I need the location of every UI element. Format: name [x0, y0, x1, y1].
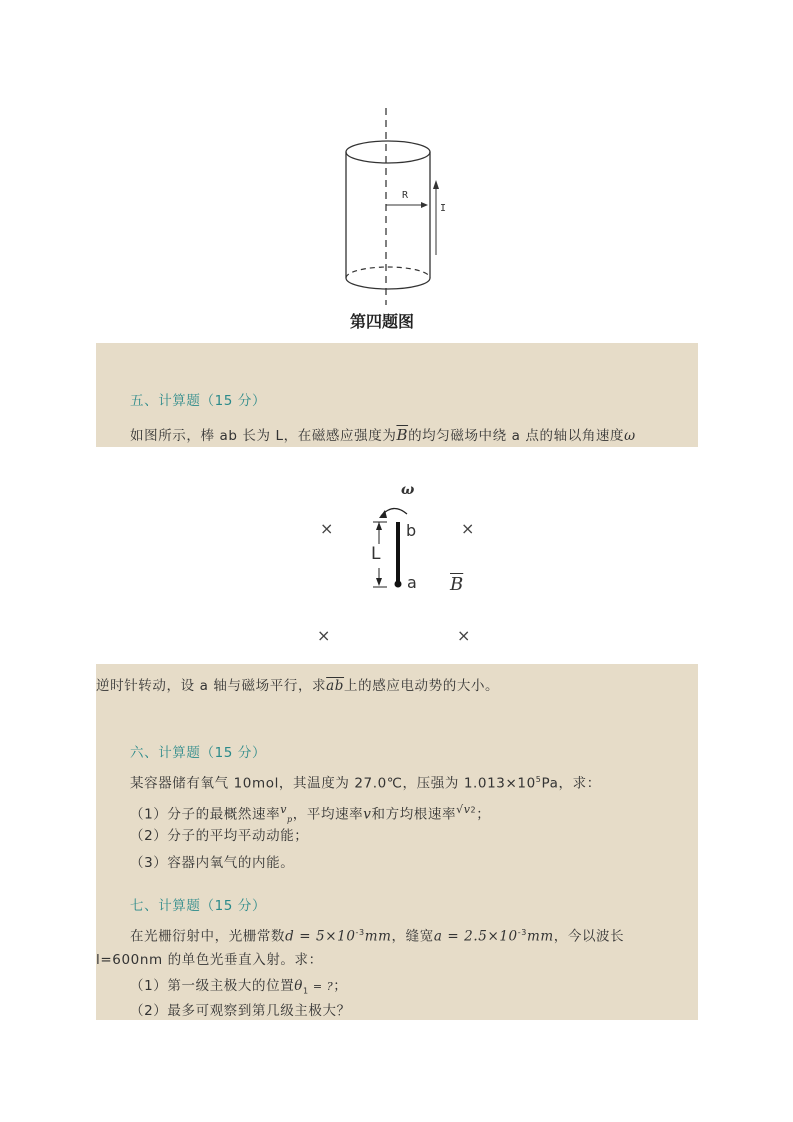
omega-symbol: ω — [624, 428, 636, 444]
v-symbol: v — [363, 806, 372, 823]
text-run: （1）分子的最概然速率 — [130, 806, 281, 823]
omega-label: ω — [401, 482, 415, 498]
text-run: 上的感应电动势的大小。 — [344, 678, 500, 694]
radius-label: R — [402, 190, 409, 201]
section-6-heading: 六、计算题（15 分） — [130, 745, 267, 761]
section-7-line2: l=600nm 的单色光垂直入射。求： — [96, 952, 323, 968]
unit: mm — [364, 928, 392, 945]
figure-caption: 第四题图 — [350, 312, 415, 331]
section-7-heading: 七、计算题（15 分） — [130, 898, 267, 914]
point-a-label: a — [407, 573, 417, 592]
rms-symbol: √v — [456, 803, 471, 816]
section-7-line1 — [130, 923, 624, 947]
subscript: p — [287, 815, 293, 825]
section-6-intro — [130, 770, 601, 794]
text-run: ； — [476, 806, 491, 823]
field-cross: × — [457, 626, 471, 645]
b-vector-symbol: $\overline{B}$ — [396, 426, 409, 444]
section-5-text-cont — [96, 676, 499, 696]
text-run: 在光栅衍射中，光栅常数 — [130, 928, 286, 945]
exponent: 5 — [535, 775, 542, 784]
exponent: 2 — [470, 805, 477, 815]
section-6-q3: （3）容器内氧气的内能。 — [130, 855, 295, 871]
field-b-label: $\overline{B}$ — [450, 574, 464, 595]
subscript: 1 — [303, 986, 309, 996]
section-5-panel — [96, 343, 698, 447]
text-run: 如图所示，棒 ab 长为 L，在磁感应强度为 — [130, 428, 397, 444]
text-run: Pa，求： — [541, 775, 601, 792]
text-run: ，今以波长 — [553, 928, 625, 945]
theta-symbol: θ — [294, 978, 304, 994]
exponent: -3 — [355, 928, 365, 937]
text-run: 某容器储有氧气 10mol，其温度为 27.0℃，压强为 1.013×10 — [130, 775, 536, 792]
grating-constant: d = 5×10 — [285, 928, 356, 945]
field-cross: × — [317, 626, 331, 645]
exponent: -3 — [517, 928, 527, 937]
length-l-label: L — [371, 544, 381, 564]
section-7-q2: （2）最多可观察到第几级主极大？ — [130, 1003, 351, 1019]
vp-symbol: v — [280, 803, 288, 816]
text-run: ，平均速率 — [292, 806, 364, 823]
unit: mm — [526, 928, 554, 945]
field-cross: × — [320, 519, 334, 538]
section-5-heading: 五、计算题（15 分） — [130, 393, 267, 409]
equation: = ? — [308, 980, 334, 993]
text-run: 的均匀磁场中绕 a 点的轴以角速度 — [408, 428, 625, 444]
ab-symbol: $\overline{ab}$ — [326, 678, 345, 694]
section-6-7-panel — [96, 664, 698, 1020]
text-run: （1）第一级主极大的位置 — [130, 978, 295, 994]
text-run: ，缝宽 — [391, 928, 434, 945]
field-cross: × — [461, 519, 475, 538]
current-label: I — [440, 203, 447, 214]
text-run: ； — [333, 978, 348, 994]
text-run: 和方均根速率 — [371, 806, 457, 823]
slit-width: a = 2.5×10 — [433, 928, 518, 945]
section-6-q2: （2）分子的平均平动动能； — [130, 828, 309, 844]
section-5-text — [130, 425, 636, 446]
text-run: 逆时针转动，设 a 轴与磁场平行，求 — [96, 678, 327, 694]
point-b-label: b — [406, 521, 417, 540]
section-7-q1 — [130, 976, 347, 1002]
